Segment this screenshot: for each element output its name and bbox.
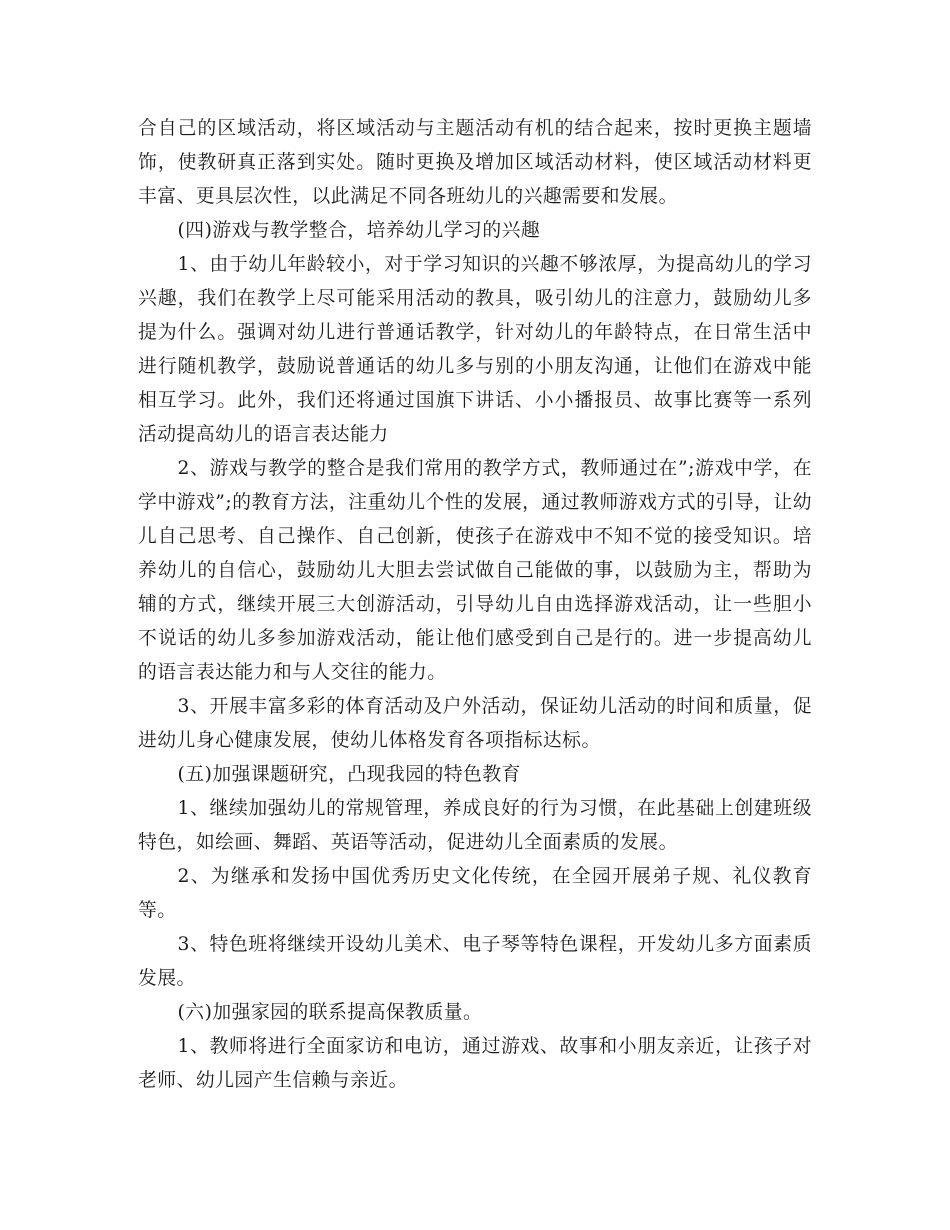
paragraph-5-1: 1、继续加强幼儿的常规管理，养成良好的行为习惯，在此基础上创建班级特色，如绘画、舞蹈、英语等活动，促进幼儿全面素质的发展。 bbox=[138, 798, 812, 853]
paragraph-4-2: 2、游戏与教学的整合是我们常用的教学方式，教师通过在”;游戏中学，在学中游戏”;的教育方法，注重幼儿个性的发展，通过教师游戏方式的引导，让幼儿自己思考、自己操作、自己创新，使孩子在游戏中不知不觉的接受知识。培养幼儿的自信心，鼓励幼儿大胆去尝试做自己能做的事，以鼓励为主，帮助为辅的方式，继续开展三大创游活动，引导幼儿自由选择游戏活动，让一些胆小不说话的幼儿多参加游戏活动，能让他们感受到自己是行的。进一步提高幼儿的语言表达能力和与人交往的能力。 bbox=[138, 458, 812, 683]
paragraph-4-3: 3、开展丰富多彩的体育活动及户外活动，保证幼儿活动的时间和质量，促进幼儿身心健康发展，使幼儿体格发育各项指标达标。 bbox=[138, 696, 812, 751]
paragraph-continuation: 合自己的区域活动，将区域活动与主题活动有机的结合起来，按时更换主题墙饰，使教研真正落到实处。随时更换及增加区域活动材料，使区域活动材料更丰富、更具层次性，以此满足不同各班幼儿的兴趣需要和发展。 bbox=[138, 118, 812, 207]
section-heading-4: (四)游戏与教学整合，培养幼儿学习的兴趣 bbox=[177, 220, 541, 241]
section-heading-5: (五)加强课题研究，凸现我园的特色教育 bbox=[177, 764, 521, 785]
paragraph-5-3: 3、特色班将继续开设幼儿美术、电子琴等特色课程，开发幼儿多方面素质发展。 bbox=[138, 934, 812, 989]
paragraph-4-1: 1、由于幼儿年龄较小，对于学习知识的兴趣不够浓厚，为提高幼儿的学习兴趣，我们在教学上尽可能采用活动的教具，吸引幼儿的注意力，鼓励幼儿多提为什么。强调对幼儿进行普通话教学，针对幼儿的年龄特点，在日常生活中进行随机教学，鼓励说普通话的幼儿多与别的小朋友沟通，让他们在游戏中能相互学习。此外，我们还将通过国旗下讲话、小小播报员、故事比赛等一系列活动提高幼儿的语言表达能力 bbox=[138, 254, 812, 445]
section-heading-6: (六)加强家园的联系提高保教质量。 bbox=[177, 1002, 483, 1023]
paragraph-6-1: 1、教师将进行全面家访和电访，通过游戏、故事和小朋友亲近，让孩子对老师、幼儿园产生信赖与亲近。 bbox=[138, 1036, 812, 1091]
paragraph-5-2: 2、为继承和发扬中国优秀历史文化传统，在全园开展弟子规、礼仪教育等。 bbox=[138, 866, 812, 921]
